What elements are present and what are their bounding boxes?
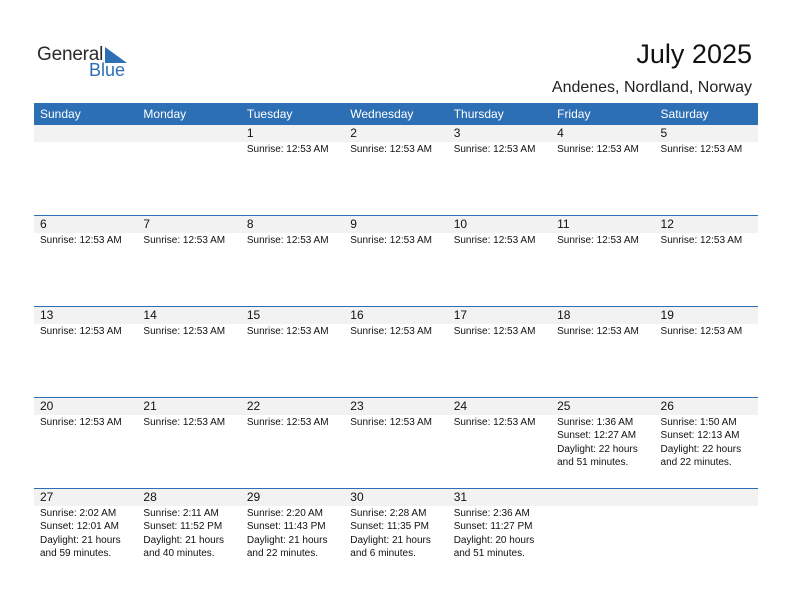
sun-info-line: Sunrise: 12:53 AM [350, 417, 432, 428]
day-number: 12 [655, 216, 758, 233]
day-number: 26 [655, 398, 758, 415]
empty-day-cell [551, 489, 654, 579]
day-cell [241, 125, 344, 215]
day-number [34, 125, 137, 142]
sun-info-line: and 6 minutes. [350, 548, 416, 560]
day-cell [655, 216, 758, 306]
day-cell [241, 216, 344, 306]
day-sun-info [241, 324, 344, 338]
day-number: 17 [448, 307, 551, 324]
sun-info-line: Sunrise: 2:11 AM [143, 508, 219, 519]
sun-info-line: Daylight: 21 hours [143, 534, 225, 546]
location-subtitle: Andenes, Nordland, Norway [551, 79, 752, 96]
day-cell [551, 398, 654, 488]
day-sun-info [655, 142, 758, 156]
day-number: 30 [344, 489, 447, 506]
sun-info-line: Sunrise: 2:36 AM [453, 508, 530, 519]
day-cell [344, 398, 447, 488]
day-cell [34, 398, 137, 488]
day-number: 21 [137, 398, 240, 415]
sun-info-line: Sunrise: 12:53 AM [246, 235, 329, 246]
day-sun-info [34, 142, 137, 143]
day-sun-info [344, 415, 447, 429]
sun-info-line: Daylight: 20 hours [453, 534, 535, 546]
day-number: 29 [241, 489, 344, 506]
day-number: 15 [241, 307, 344, 324]
day-number: 11 [551, 216, 654, 233]
day-cell [241, 489, 344, 579]
sun-info-line: Daylight: 22 hours [557, 443, 638, 455]
sun-info-line: Sunrise: 12:53 AM [453, 144, 536, 155]
sun-info-line: Sunrise: 12:53 AM [40, 235, 122, 246]
day-number: 6 [34, 216, 137, 233]
day-sun-info [344, 233, 447, 247]
sun-info-line: Sunrise: 12:53 AM [143, 235, 226, 246]
day-cell [344, 125, 447, 215]
sun-info-line: Sunset: 12:27 AM [557, 430, 637, 442]
sun-info-line: and 22 minutes. [246, 548, 319, 560]
sun-info-line: Sunrise: 12:53 AM [40, 417, 122, 428]
weekday-header [34, 103, 758, 125]
sun-info-line: Sunrise: 1:50 AM [660, 417, 737, 428]
weekday-monday: Monday [143, 107, 187, 121]
day-sun-info [34, 324, 137, 338]
sun-info-line: Sunrise: 12:53 AM [557, 235, 639, 246]
day-sun-info [655, 415, 758, 470]
day-cell [344, 216, 447, 306]
weekday-sunday: Sunday [40, 107, 81, 121]
day-sun-info [137, 324, 240, 338]
day-cell [448, 489, 551, 579]
sun-info-line: Daylight: 21 hours [40, 534, 121, 546]
day-number: 8 [241, 216, 344, 233]
sun-info-line: Sunrise: 12:53 AM [143, 417, 226, 428]
day-number: 25 [551, 398, 654, 415]
day-number [137, 125, 240, 142]
day-sun-info [137, 233, 240, 247]
sun-info-line: Daylight: 21 hours [246, 534, 328, 546]
day-number: 1 [241, 125, 344, 142]
sun-info-line: Daylight: 21 hours [350, 534, 431, 546]
day-cell [241, 398, 344, 488]
day-number: 27 [34, 489, 137, 506]
calendar-weeks [34, 125, 758, 579]
day-sun-info [241, 233, 344, 247]
day-sun-info [551, 324, 654, 338]
sun-info-line: Daylight: 22 hours [660, 443, 742, 455]
sun-info-line: Sunset: 11:52 PM [143, 521, 223, 533]
day-sun-info [344, 142, 447, 156]
sun-info-line: Sunrise: 2:28 AM [350, 508, 427, 519]
sun-info-line: Sunset: 11:43 PM [246, 521, 326, 533]
sun-info-line: Sunset: 12:13 AM [660, 430, 740, 442]
logo-blue-text: Blue [89, 60, 126, 80]
day-sun-info [551, 506, 654, 507]
day-sun-info [137, 142, 240, 143]
day-cell [448, 398, 551, 488]
day-cell [344, 307, 447, 397]
weekday-friday: Friday [557, 107, 591, 121]
sun-info-line: Sunrise: 12:53 AM [350, 326, 432, 337]
empty-day-cell [34, 125, 137, 215]
day-cell [448, 216, 551, 306]
sun-info-line: Sunrise: 12:53 AM [40, 326, 122, 337]
day-number: 28 [137, 489, 240, 506]
day-sun-info [551, 415, 654, 470]
day-sun-info [448, 324, 551, 338]
day-sun-info [655, 324, 758, 338]
day-sun-info [344, 506, 447, 561]
sun-info-line: Sunrise: 12:53 AM [350, 144, 432, 155]
day-number: 10 [448, 216, 551, 233]
weekday-tuesday: Tuesday [246, 107, 293, 121]
day-sun-info [241, 506, 344, 561]
sun-info-line: and 59 minutes. [40, 548, 112, 560]
day-cell [137, 489, 240, 579]
sun-info-line: Sunrise: 12:53 AM [557, 144, 639, 155]
day-cell [655, 307, 758, 397]
sun-info-line: Sunrise: 12:53 AM [453, 235, 536, 246]
sun-info-line: and 51 minutes. [557, 457, 629, 469]
day-number: 9 [344, 216, 447, 233]
day-number: 14 [137, 307, 240, 324]
sun-info-line: Sunrise: 12:53 AM [246, 326, 329, 337]
calendar [34, 103, 758, 579]
sun-info-line: Sunrise: 12:53 AM [557, 326, 639, 337]
day-sun-info [344, 324, 447, 338]
empty-day-cell [137, 125, 240, 215]
sun-info-line: Sunrise: 12:53 AM [660, 235, 743, 246]
day-sun-info [448, 142, 551, 156]
day-cell [551, 216, 654, 306]
sun-info-line: and 40 minutes. [143, 548, 215, 560]
calendar-week [34, 306, 758, 397]
logo-general-text: General [37, 44, 104, 65]
day-number: 18 [551, 307, 654, 324]
day-sun-info [655, 506, 758, 507]
sun-info-line: Sunrise: 12:53 AM [246, 417, 329, 428]
sun-info-line: Sunset: 12:01 AM [40, 521, 119, 533]
sun-info-line: Sunrise: 12:53 AM [143, 326, 226, 337]
day-sun-info [241, 142, 344, 156]
day-number: 3 [448, 125, 551, 142]
day-sun-info [551, 233, 654, 247]
day-number: 16 [344, 307, 447, 324]
sun-info-line: Sunrise: 12:53 AM [660, 144, 743, 155]
day-cell [34, 216, 137, 306]
page-title: July 2025 [636, 39, 752, 69]
weekday-saturday: Saturday [660, 107, 709, 121]
sun-info-line: Sunset: 11:27 PM [453, 521, 533, 533]
day-number: 19 [655, 307, 758, 324]
day-number: 2 [344, 125, 447, 142]
day-sun-info [137, 506, 240, 561]
day-sun-info [34, 506, 137, 561]
day-sun-info [448, 233, 551, 247]
sun-info-line: Sunrise: 12:53 AM [660, 326, 743, 337]
day-number [551, 489, 654, 506]
sun-info-line: Sunrise: 2:20 AM [246, 508, 323, 519]
calendar-week [34, 215, 758, 306]
day-number: 22 [241, 398, 344, 415]
day-cell [137, 398, 240, 488]
day-sun-info [448, 415, 551, 429]
calendar-week [34, 125, 758, 215]
sun-info-line: Sunrise: 1:36 AM [557, 417, 634, 428]
sun-info-line: Sunrise: 12:53 AM [453, 417, 536, 428]
sun-info-line: Sunrise: 12:53 AM [246, 144, 329, 155]
day-number: 5 [655, 125, 758, 142]
day-sun-info [34, 233, 137, 247]
day-number: 24 [448, 398, 551, 415]
weekday-wednesday: Wednesday [350, 107, 414, 121]
day-number: 7 [137, 216, 240, 233]
day-cell [655, 125, 758, 215]
calendar-week [34, 397, 758, 488]
sun-info-line: and 22 minutes. [660, 457, 732, 469]
sun-info-line: Sunset: 11:35 PM [350, 521, 430, 533]
sun-info-line: Sunrise: 12:53 AM [453, 326, 536, 337]
sun-info-line: Sunrise: 2:02 AM [40, 508, 117, 519]
day-sun-info [551, 142, 654, 156]
sun-info-line: Sunrise: 12:53 AM [350, 235, 432, 246]
empty-day-cell [655, 489, 758, 579]
day-sun-info [241, 415, 344, 429]
day-sun-info [655, 233, 758, 247]
day-cell [241, 307, 344, 397]
day-cell [137, 216, 240, 306]
day-cell [448, 125, 551, 215]
day-number: 31 [448, 489, 551, 506]
day-cell [448, 307, 551, 397]
day-number: 23 [344, 398, 447, 415]
calendar-week [34, 488, 758, 579]
day-cell [137, 307, 240, 397]
day-sun-info [34, 415, 137, 429]
day-cell [655, 398, 758, 488]
day-number: 13 [34, 307, 137, 324]
logo [37, 44, 137, 80]
weekday-thursday: Thursday [453, 107, 504, 121]
day-sun-info [137, 415, 240, 429]
day-cell [551, 125, 654, 215]
day-sun-info [448, 506, 551, 561]
day-number: 4 [551, 125, 654, 142]
day-number [655, 489, 758, 506]
day-number: 20 [34, 398, 137, 415]
day-cell [551, 307, 654, 397]
day-cell [344, 489, 447, 579]
day-cell [34, 307, 137, 397]
day-cell [34, 489, 137, 579]
sun-info-line: and 51 minutes. [453, 548, 525, 560]
